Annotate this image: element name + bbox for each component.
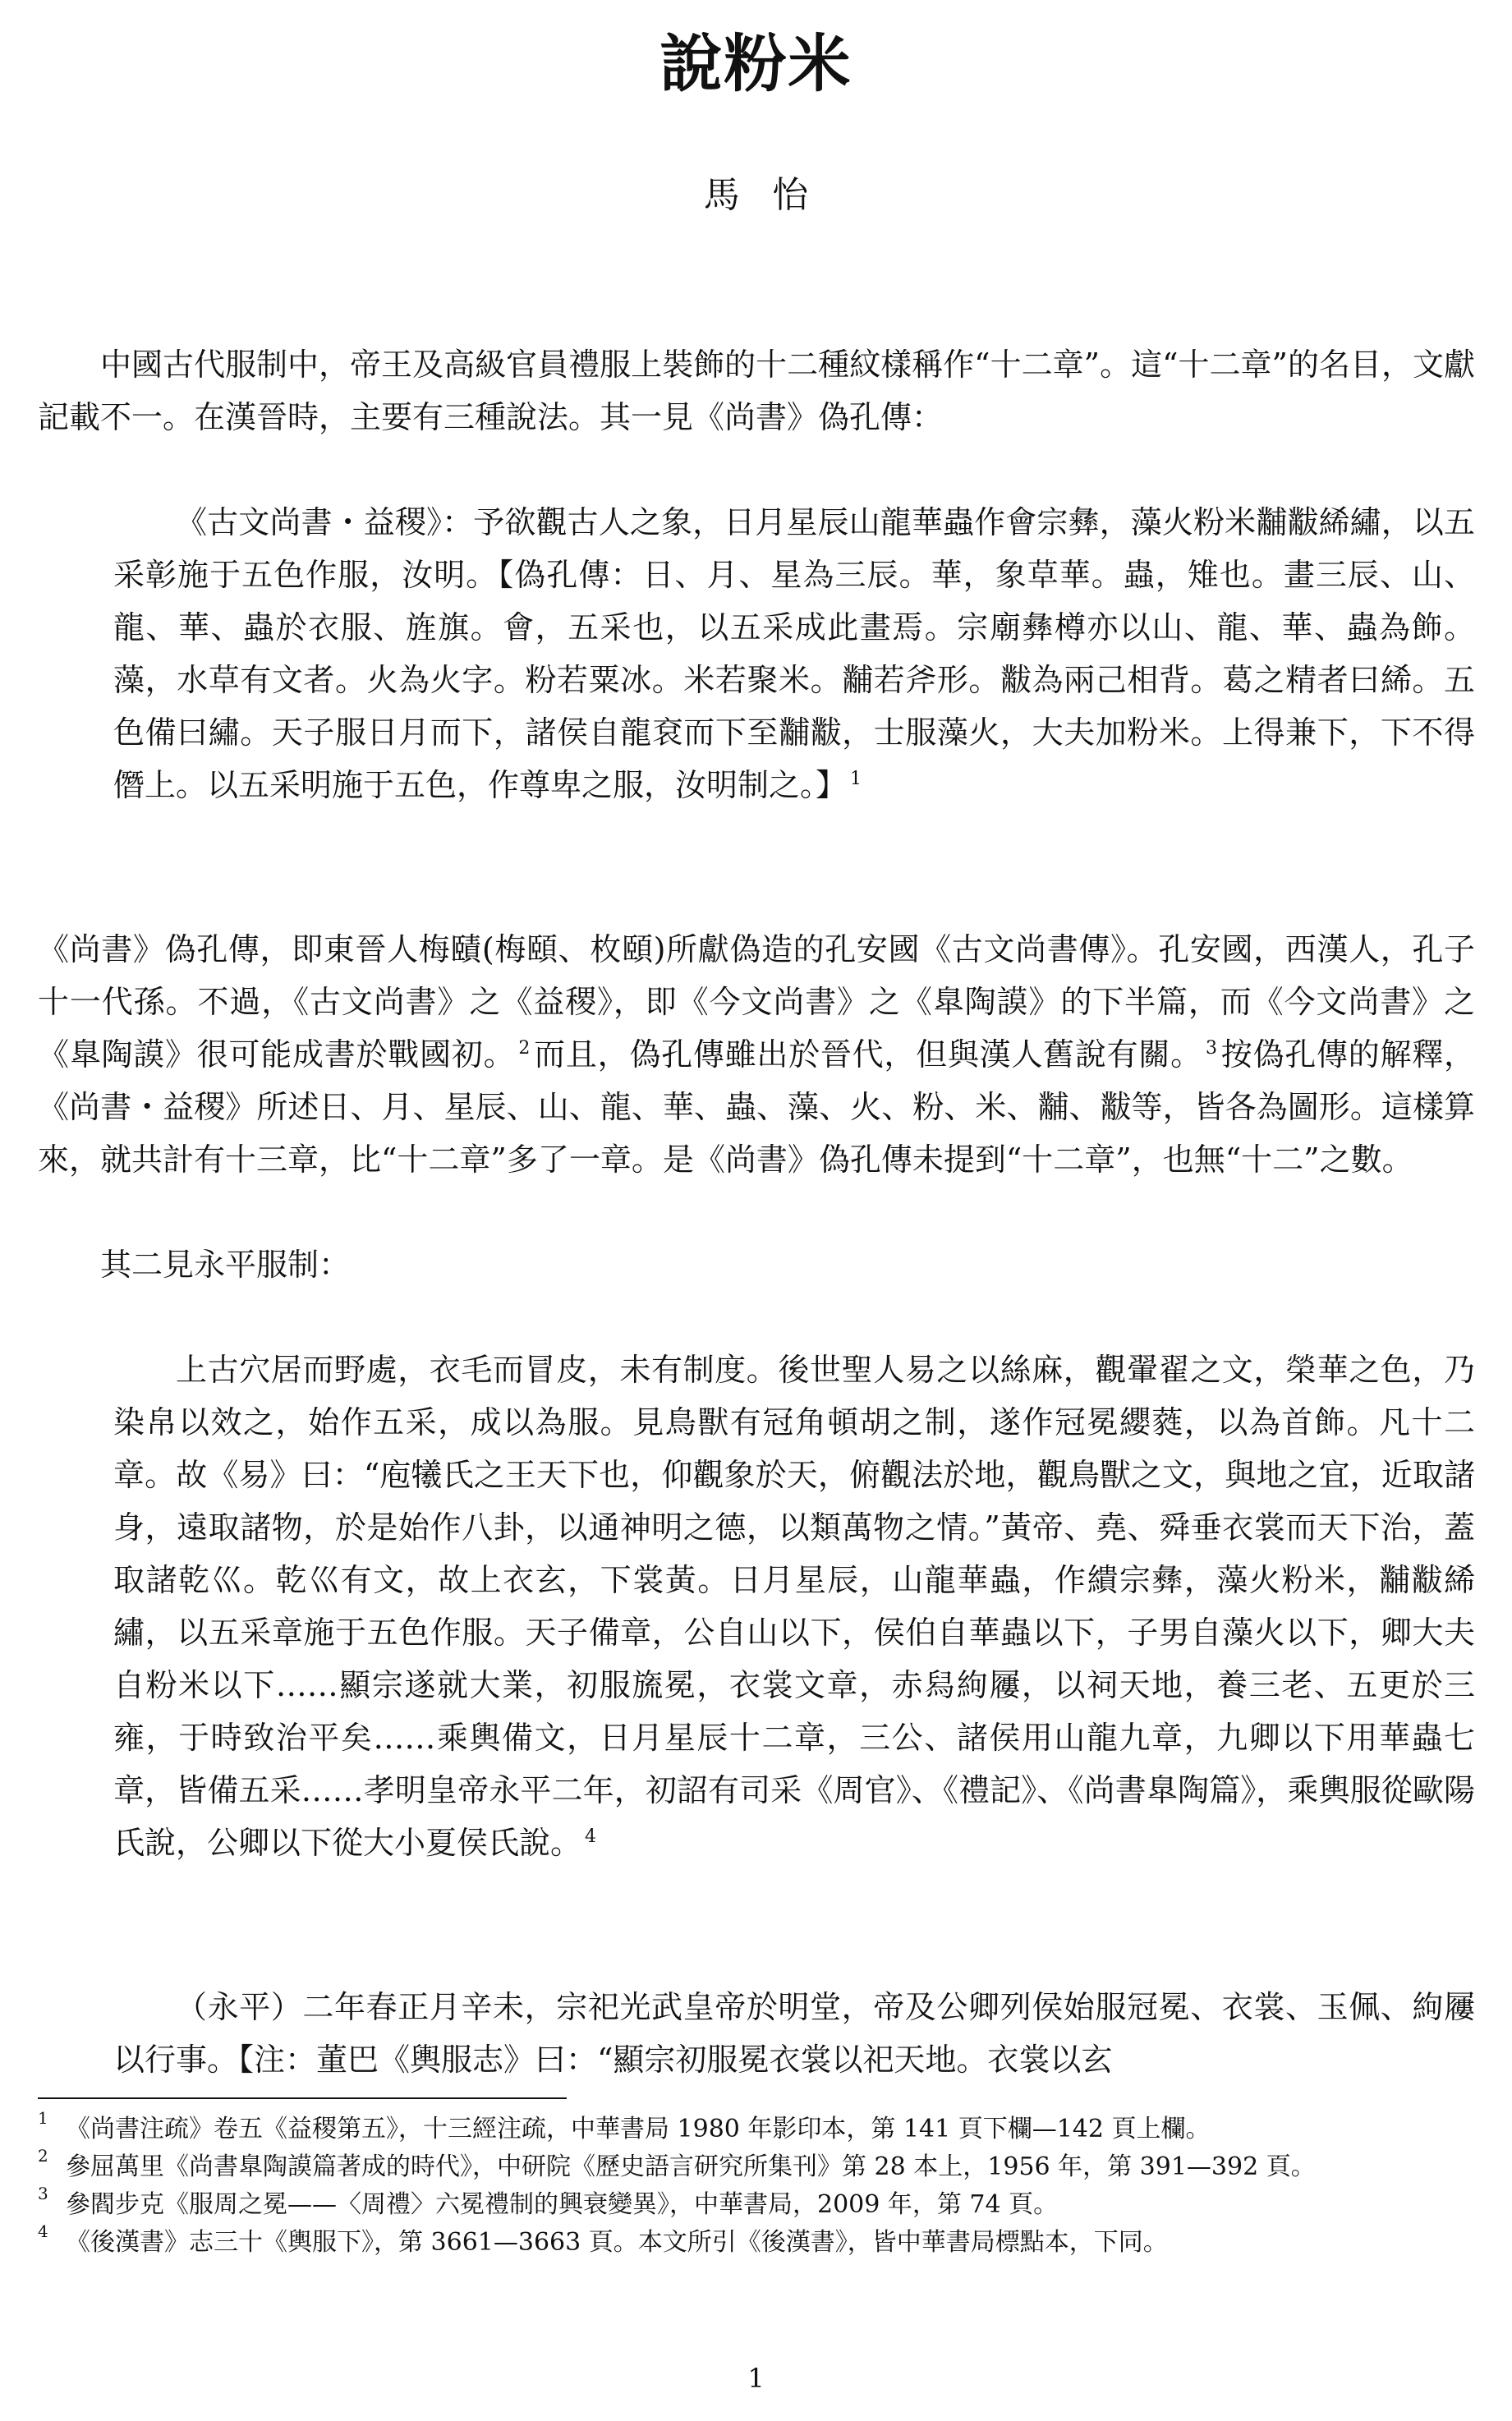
- page-number: 1: [747, 2363, 765, 2394]
- footnote-text: 《尚書注疏》卷五《益稷第五》，十三經注疏，中華書局 1980 年影印本，第 141 頁下欄—142 頁上欄。: [66, 2115, 1211, 2143]
- footnote-number: 2: [38, 2146, 48, 2166]
- body-text: 其二見永平服制：: [100, 1247, 351, 1283]
- footnote-marker[interactable]: 2: [518, 1038, 531, 1059]
- article-title: 說粉米: [659, 27, 853, 100]
- footnote: [38, 2221, 1475, 2262]
- body-paragraph: [38, 338, 1475, 443]
- body-text: 按偽孔傳的解釋，《尚書・益稷》所述日、月、星辰、山、龍、華、蟲、藻、火、粉、米、黼、黻等，皆各為圖形。這樣算來，就共計有十三章，比“十二章”多了一章。是《尚書》偽孔傳未提到“十二章”，也無“十二”之數。: [38, 1036, 1475, 1178]
- footnote-marker[interactable]: 1: [850, 769, 862, 790]
- footnote-number: 1: [38, 2108, 48, 2128]
- body-paragraph: [38, 923, 1475, 1186]
- quote-text: （永平）二年春正月辛未，宗祀光武皇帝於明堂，帝及公卿列侯始服冠冕、衣裳、玉佩、絇屨以行事。【注：董巴《輿服志》曰：“顯宗初服冕衣裳以祀天地。衣裳以玄: [113, 1989, 1475, 2078]
- body-text: 《尚書》偽孔傳，即東晉人梅賾(梅頤、枚頤)所獻偽造的孔安國《古文尚書傳》。孔安國，西漢人，孔子十一代孫。不過，《古文尚書》之《益稷》，即《今文尚書》之《臯陶謨》的下半篇，而《今文尚書》之《臯陶謨》很可能成書於戰國初。: [38, 931, 1475, 1073]
- footnote: [38, 2186, 1475, 2224]
- footnote-text: 參屈萬里《尚書臯陶謨篇著成的時代》，中研院《歷史語言研究所集刊》第 28 本上，1956 年，第 391—392 頁。: [66, 2152, 1316, 2181]
- block-quote: [113, 496, 1475, 811]
- footnote-number: 4: [38, 2221, 48, 2241]
- block-quote: [113, 1981, 1475, 2086]
- quote-text: 《古文尚書・益稷》：予欲觀古人之象，日月星辰山龍華蟲作會宗彝，藻火粉米黼黻絺繡，以五采彰施于五色作服，汝明。【偽孔傳：日、月、星為三辰。華，象草華。蟲，雉也。畫三辰、山、龍、華、蟲於衣服、旌旗。會，五采也，以五采成此畫焉。宗廟彝樽亦以山、龍、華、蟲為飾。藻，水草有文者。火為火字。粉若粟冰。米若聚米。黼若斧形。黻為兩己相背。葛之精者曰絺。五色備曰繡。天子服日月而下，諸侯自龍袞而下至黼黻，士服藻火，大夫加粉米。上得兼下，下不得僭上。以五采明施于五色，作尊卑之服，汝明制之。】: [113, 504, 1475, 803]
- footnote: [38, 2108, 1475, 2148]
- footnotes-section: [38, 2108, 1475, 2262]
- quote-text: 上古穴居而野處，衣毛而冒皮，未有制度。後世聖人易之以絲麻，觀翬翟之文，榮華之色，乃染帛以效之，始作五采，成以為服。見鳥獸有冠角頓胡之制，遂作冠冕纓蕤，以為首飾。凡十二章。故《易》曰：“庖犧氏之王天下也，仰觀象於天，俯觀法於地，觀鳥獸之文，與地之宜，近取諸身，遠取諸物，於是始作八卦，以通神明之德，以類萬物之情。”黃帝、堯、舜垂衣裳而天下治，蓋取諸乾巛。乾巛有文，故上衣玄，下裳黃。日月星辰，山龍華蟲，作繢宗彝，藻火粉米，黼黻絺繡，以五采章施于五色作服。天子備章，公自山以下，侯伯自華蟲以下，子男自藻火以下，卿大夫自粉米以下……顯宗遂就大業，初服旒冕，衣裳文章，赤舄絇屨，以祠天地，養三老、五更於三雍，于時致治平矣……乘輿備文，日月星辰十二章，三公、諸侯用山龍九章，九卿以下用華蟲七章，皆備五采……孝明皇帝永平二年，初詔有司采《周官》、《禮記》、《尚書臯陶篇》，乘輿服從歐陽氏說，公卿以下從大小夏侯氏說。: [113, 1352, 1475, 1861]
- author-name: 馬怡: [703, 174, 841, 216]
- footnote-divider: [38, 2097, 567, 2099]
- footnote: [38, 2148, 1475, 2186]
- body-text: 中國古代服制中，帝王及高級官員禮服上裝飾的十二種紋樣稱作“十二章”。這“十二章”的名目，文獻記載不一。在漢晉時，主要有三種說法。其一見《尚書》偽孔傳：: [38, 347, 1475, 435]
- body-text: 而且，偽孔傳雖出於晉代，但與漢人舊說有關。: [533, 1036, 1202, 1073]
- body-paragraph: [38, 1238, 1475, 1291]
- block-quote: [113, 1344, 1475, 1869]
- footnote-marker[interactable]: 3: [1205, 1038, 1217, 1059]
- footnote-text: 《後漢書》志三十《輿服下》，第 3661—3663 頁。本文所引《後漢書》，皆中華書局標點本，下同。: [66, 2228, 1168, 2257]
- footnote-text: 參閻步克《服周之冕——〈周禮〉六冕禮制的興衰變異》，中華書局，2009 年，第 74 頁。: [66, 2190, 1059, 2219]
- footnote-number: 3: [38, 2184, 48, 2203]
- footnote-marker[interactable]: 4: [585, 1826, 597, 1848]
